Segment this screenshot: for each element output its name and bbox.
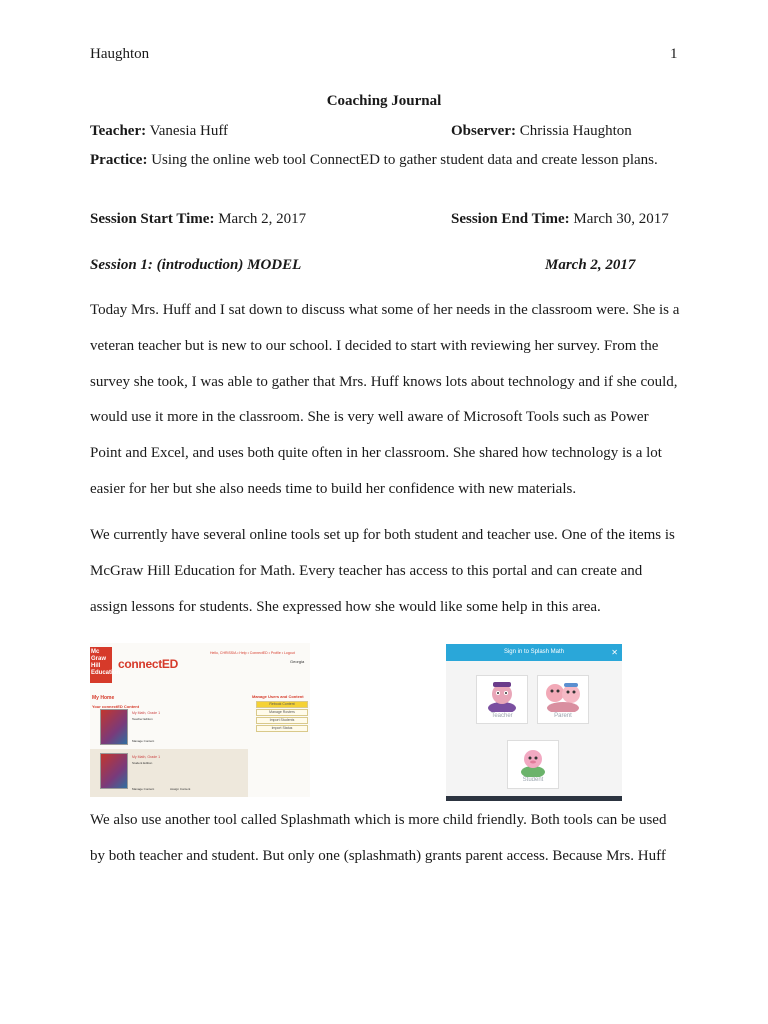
your-content-heading: Your connectED Content [92, 704, 140, 709]
session-end-line [451, 211, 669, 228]
teacher-line [90, 123, 228, 140]
teacher-name: Vanesia Huff [149, 123, 229, 139]
parent-label: Parent [554, 713, 572, 719]
book1-manage-content: Manage Content [132, 739, 155, 743]
brand-suffix: ED [161, 657, 178, 671]
user-name: Georgia [290, 659, 305, 664]
book1-edition: Teacher Edition [132, 717, 153, 721]
book-cover-teacher [100, 709, 128, 745]
teacher-label: Teacher [491, 713, 513, 719]
mcgraw-hill-logo: Mc Graw Hill Education [90, 647, 112, 683]
session1-heading: Session 1: (introduction) MODEL [90, 257, 302, 273]
splashmath-screenshot [446, 644, 622, 801]
rebook-content-button: Rebook Content [256, 701, 308, 708]
paragraph-1: Today Mrs. Huff and I sat down to discuss what some of her needs in the classroom were. She is a veteran teacher but is new to our school. I decided to start with reviewing her survey. From the survey she took, I was able to gather that Mrs. Huff knows lots about technology and if she could, would use it more in the classroom. She is very well aware of Microsoft Tools such as Power Point and Excel, and uses both quite often in her classroom. She shared how technology is a lot easier for her but she also needs time to build her confidence with new materials. [90, 302, 680, 497]
session-start-value: March 2, 2017 [218, 211, 307, 227]
close-icon: ✕ [611, 648, 618, 657]
practice-text: Using the online web tool ConnectED to gather student data and create lesson plans. [151, 152, 658, 168]
book2-assign-content: Assign Content [170, 787, 191, 791]
practice-line [90, 152, 658, 169]
running-header-author: Haughton [90, 46, 150, 62]
book1-title: My Math, Grade 1 [132, 711, 161, 715]
page-number: 1 [670, 46, 678, 62]
teacher-label: Teacher: [90, 123, 147, 139]
top-nav-links: Hello, CHRISSIA • Help • ConnectED • Profile • Logout [210, 651, 295, 655]
session1-date: March 2, 2017 [545, 257, 636, 273]
document-title: Coaching Journal [326, 93, 442, 109]
connected-brand [118, 657, 178, 671]
teacher-avatar-icon [477, 676, 527, 712]
session-start-label: Session Start Time: [90, 211, 215, 227]
my-home-heading: My Home [92, 695, 115, 701]
manage-users-heading: Manage Users and Content [252, 694, 304, 699]
observer-name: Chrissia Haughton [519, 123, 632, 139]
practice-label: Practice: [90, 152, 148, 168]
book2-edition: Student Edition [132, 761, 153, 765]
student-label: Student [522, 777, 544, 783]
session-end-value: March 30, 2017 [573, 211, 669, 227]
splash-title-bar: Sign in to Splash Math [446, 644, 622, 661]
manage-rosters-button: Manage Rosters [256, 709, 308, 716]
book2-title: My Math, Grade 1 [132, 755, 161, 759]
observer-line [451, 123, 632, 140]
paragraph-3: We also use another tool called Splashmath which is more child friendly. Both tools can be used by both teacher and student. But only one (splashmath) grants parent access. Because Mrs. Huff [90, 812, 667, 864]
brand-prefix: connect [118, 657, 162, 671]
import-students-button: Import Students [256, 717, 308, 724]
session-end-label: Session End Time: [451, 211, 570, 227]
paragraph-2: We currently have several online tools set up for both student and teacher use. One of the items is McGraw Hill Education for Math. Every teacher has access to this portal and can create and assign lessons for students. She expressed how she would like some help in this area. [90, 527, 675, 615]
splash-footer-bar [446, 796, 622, 801]
book-cover-student [100, 753, 128, 789]
session-start-line [90, 211, 306, 228]
parent-avatar-icon [538, 676, 588, 712]
connected-screenshot [90, 643, 310, 797]
student-avatar-icon [508, 741, 558, 777]
book2-manage-content: Manage Content [132, 787, 155, 791]
import-status-button: Import Status [256, 725, 308, 732]
observer-label: Observer: [451, 123, 516, 139]
